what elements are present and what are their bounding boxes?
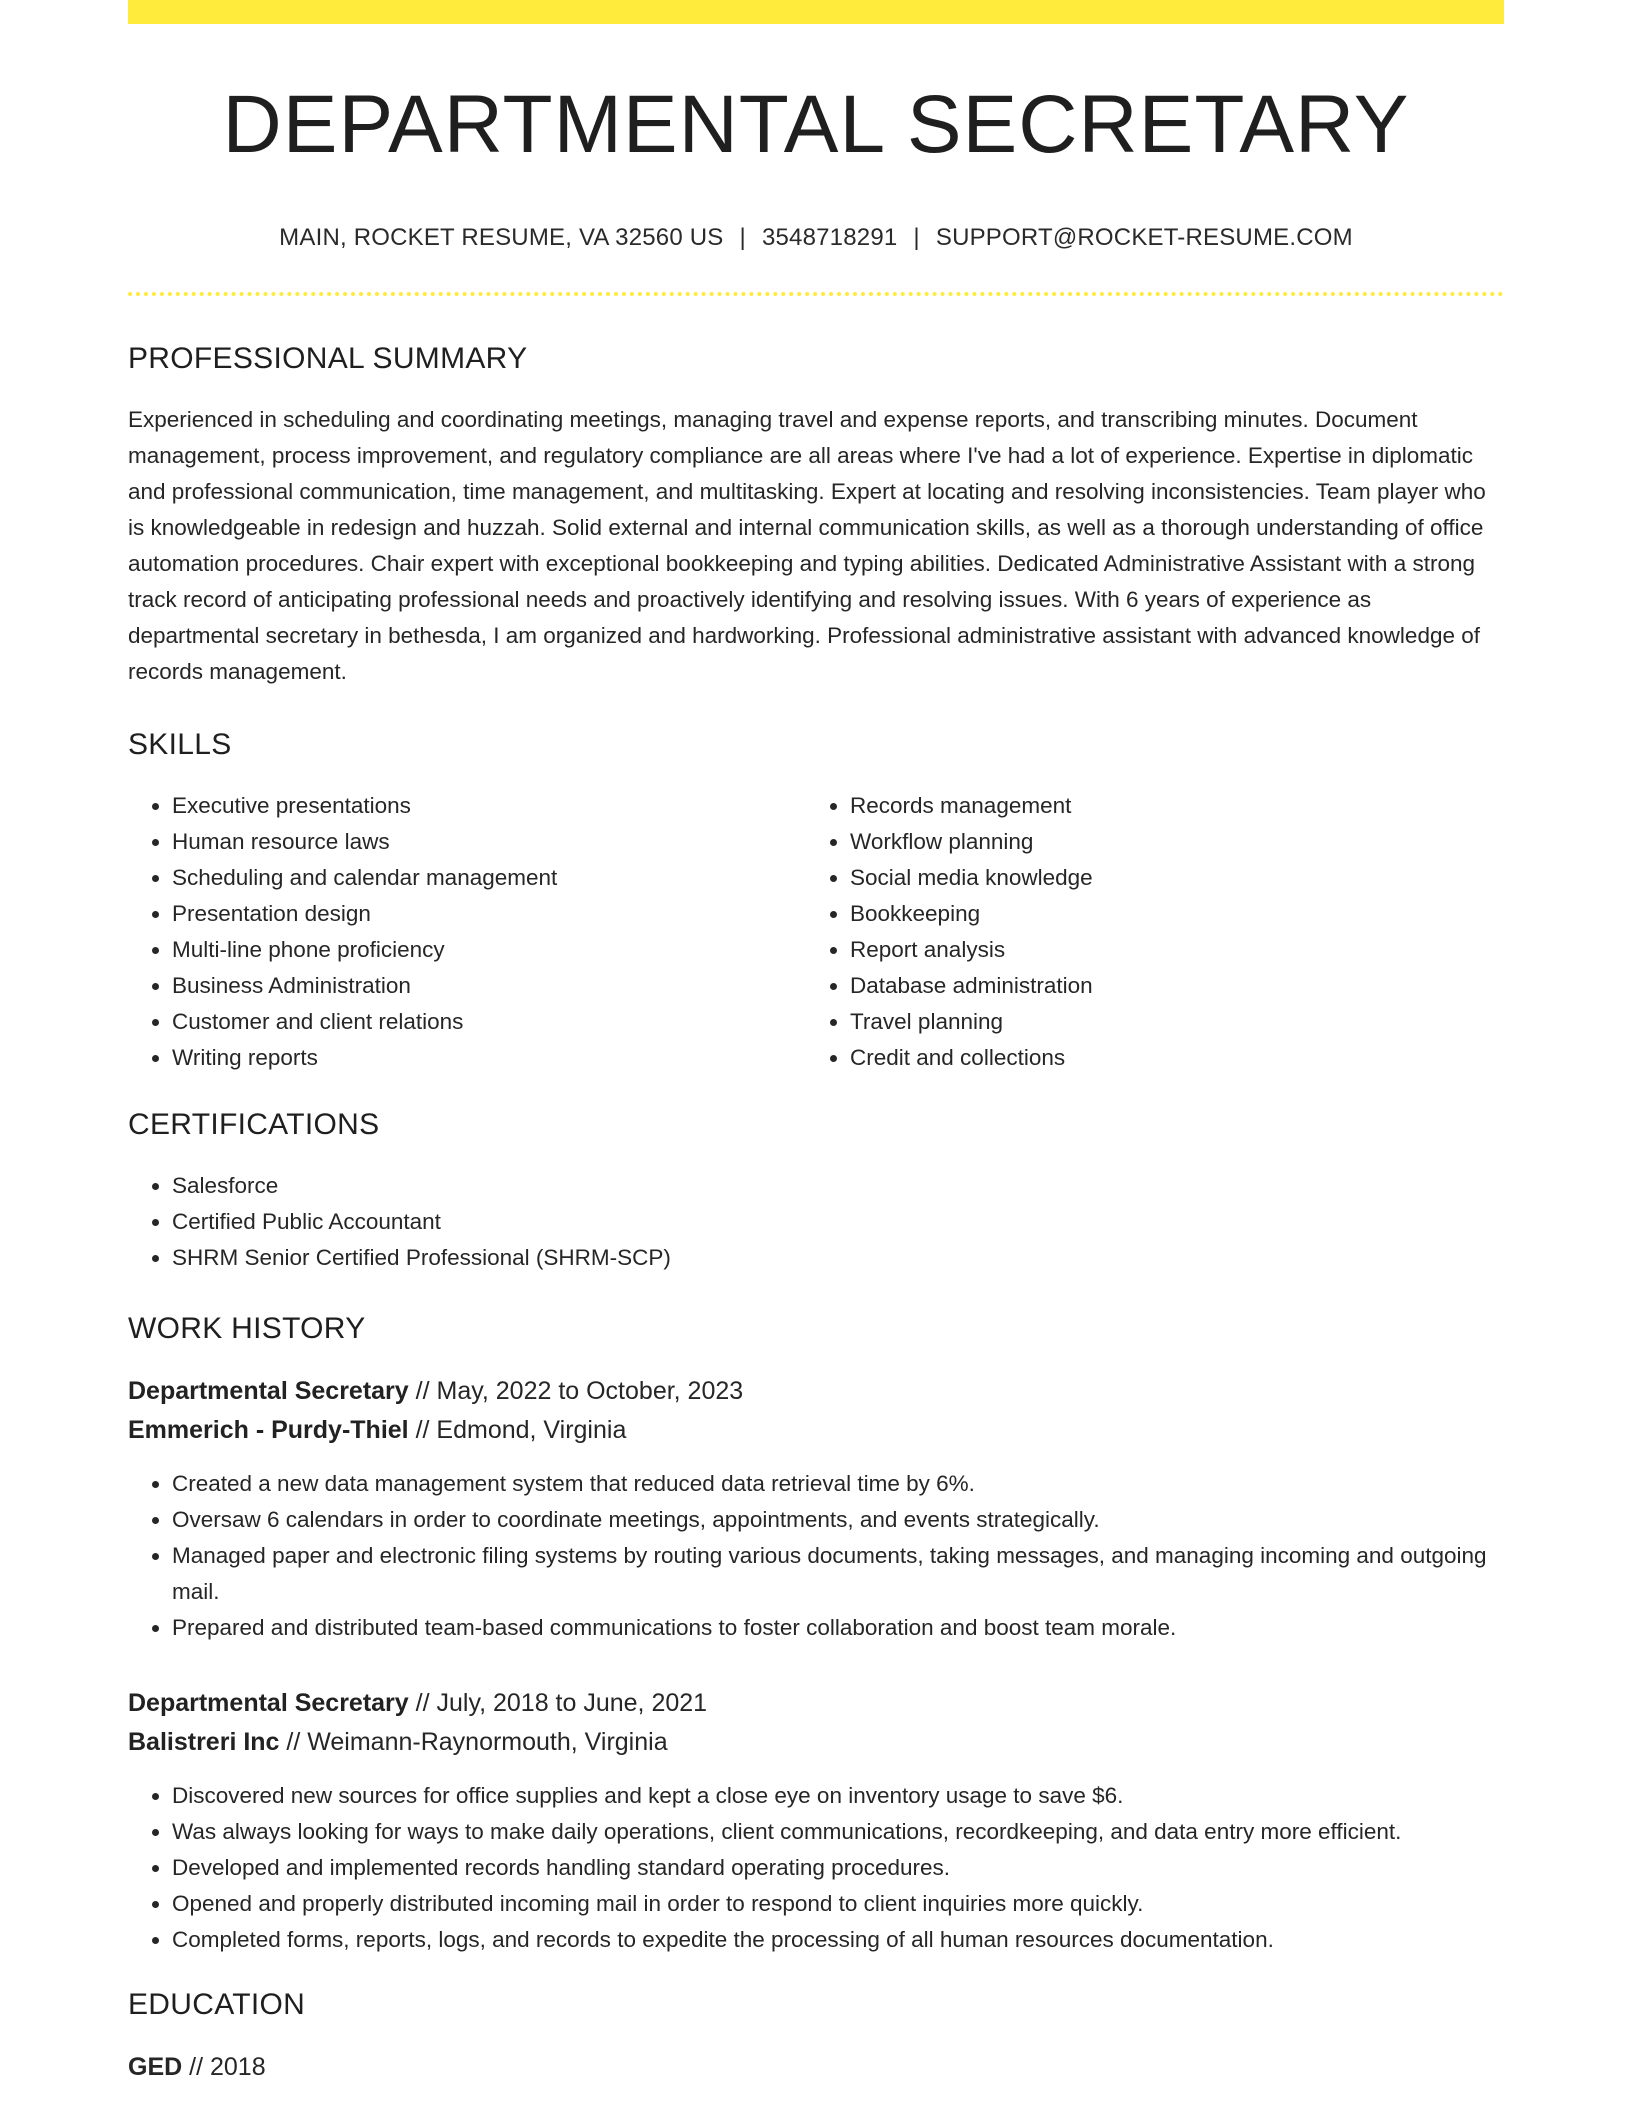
contact-email: SUPPORT@ROCKET-RESUME.COM (935, 224, 1353, 252)
job-location: // Weimann-Raynormouth, Virginia (286, 1728, 668, 1757)
contact-separator: | (913, 224, 920, 252)
job-bullet: • Completed forms, reports, logs, and records to expedite the processing of all human resources documentation. (172, 1922, 1504, 1958)
section-title-skills: SKILLS (128, 728, 232, 762)
job-dates: // July, 2018 to June, 2021 (415, 1689, 708, 1718)
skill-item: • Report analysis (850, 932, 1484, 968)
skill-item: • Workflow planning (850, 824, 1484, 860)
skill-item: • Customer and client relations (172, 1004, 806, 1040)
contact-address: MAIN, ROCKET RESUME, VA 32560 US (279, 224, 724, 252)
job-entry (128, 1684, 1504, 1958)
skill-item: • Multi-line phone proficiency (172, 932, 806, 968)
certification-item: • SHRM Senior Certified Professional (SHRM-SCP) (172, 1240, 1504, 1276)
job-role-line (128, 1684, 1504, 1723)
job-company: Emmerich - Purdy-Thiel (128, 1416, 409, 1445)
skill-item: • Business Administration (172, 968, 806, 1004)
accent-top-bar (128, 0, 1504, 24)
resume-name: DEPARTMENTAL SECRETARY (222, 79, 1410, 170)
certification-item: • Salesforce (172, 1168, 1504, 1204)
job-role: Departmental Secretary (128, 1689, 409, 1718)
resume-page (128, 0, 1504, 2087)
skill-item: • Human resource laws (172, 824, 806, 860)
job-bullet: • Oversaw 6 calendars in order to coordinate meetings, appointments, and events strategically. (172, 1502, 1504, 1538)
job-company: Balistreri Inc (128, 1728, 280, 1757)
skill-item: • Records management (850, 788, 1484, 824)
education-entry (128, 2048, 1504, 2087)
job-location: // Edmond, Virginia (415, 1416, 627, 1445)
skill-item: • Scheduling and calendar management (172, 860, 806, 896)
section-title-certifications: CERTIFICATIONS (128, 1108, 380, 1142)
job-bullet: • Discovered new sources for office supplies and kept a close eye on inventory usage to save $6. (172, 1778, 1504, 1814)
summary-text: Experienced in scheduling and coordinating meetings, managing travel and expense reports, and transcribing minutes. Document management, process improvement, and regulatory compliance are all areas where I've had a lot of experience. Expertise in diplomatic and professional communication, time management, and multitasking. Expert at locating and resolving inconsistencies. Team player who is knowledgeable in redesign and huzzah. Solid external and internal communication skills, as well as a thorough understanding of office automation procedures. Chair expert with exceptional bookkeeping and typing abilities. Dedicated Administrative Assistant with a strong track record of anticipating professional needs and proactively identifying and resolving issues. With 6 years of experience as departmental secretary in bethesda, I am organized and hardworking. Professional administrative assistant with advanced knowledge of records management. (128, 407, 1486, 685)
section-title-education: EDUCATION (128, 1988, 306, 2022)
job-bullet: • Created a new data management system that reduced data retrieval time by 6%. (172, 1466, 1504, 1502)
job-bullet: • Prepared and distributed team-based communications to foster collaboration and boost team morale. (172, 1610, 1504, 1646)
job-bullet: • Was always looking for ways to make daily operations, client communications, recordkeeping, and data entry more efficient. (172, 1814, 1504, 1850)
job-bullet: • Developed and implemented records handling standard operating procedures. (172, 1850, 1504, 1886)
job-entry (128, 1372, 1504, 1646)
skill-item: • Travel planning (850, 1004, 1484, 1040)
job-dates: // May, 2022 to October, 2023 (415, 1377, 744, 1406)
job-company-line (128, 1411, 1504, 1450)
skills-list (128, 788, 1504, 1076)
skill-item: • Writing reports (172, 1040, 806, 1076)
job-bullets (128, 1466, 1504, 1646)
skill-item: • Social media knowledge (850, 860, 1484, 896)
education-year: // 2018 (189, 2053, 266, 2082)
contact-phone: 3548718291 (761, 224, 898, 252)
job-role-line (128, 1372, 1504, 1411)
skill-item: • Credit and collections (850, 1040, 1484, 1076)
education-degree: GED (128, 2053, 183, 2082)
skill-item: • Presentation design (172, 896, 806, 932)
contact-line (128, 224, 1504, 252)
job-company-line (128, 1723, 1504, 1762)
skills-column-left (128, 788, 806, 1076)
section-title-work-history: WORK HISTORY (128, 1312, 366, 1346)
job-role: Departmental Secretary (128, 1377, 409, 1406)
skill-item: • Executive presentations (172, 788, 806, 824)
job-bullet: • Opened and properly distributed incoming mail in order to respond to client inquiries more quickly. (172, 1886, 1504, 1922)
job-bullet: • Managed paper and electronic filing systems by routing various documents, taking messages, and managing incoming and outgoing mail. (172, 1538, 1504, 1610)
dotted-divider (128, 292, 1504, 296)
skills-column-right (806, 788, 1484, 1076)
job-bullets (128, 1778, 1504, 1958)
skill-item: • Bookkeeping (850, 896, 1484, 932)
certification-item: • Certified Public Accountant (172, 1204, 1504, 1240)
certifications-list (128, 1168, 1504, 1276)
contact-separator: | (739, 224, 746, 252)
skill-item: • Database administration (850, 968, 1484, 1004)
section-title-summary: PROFESSIONAL SUMMARY (128, 342, 528, 376)
